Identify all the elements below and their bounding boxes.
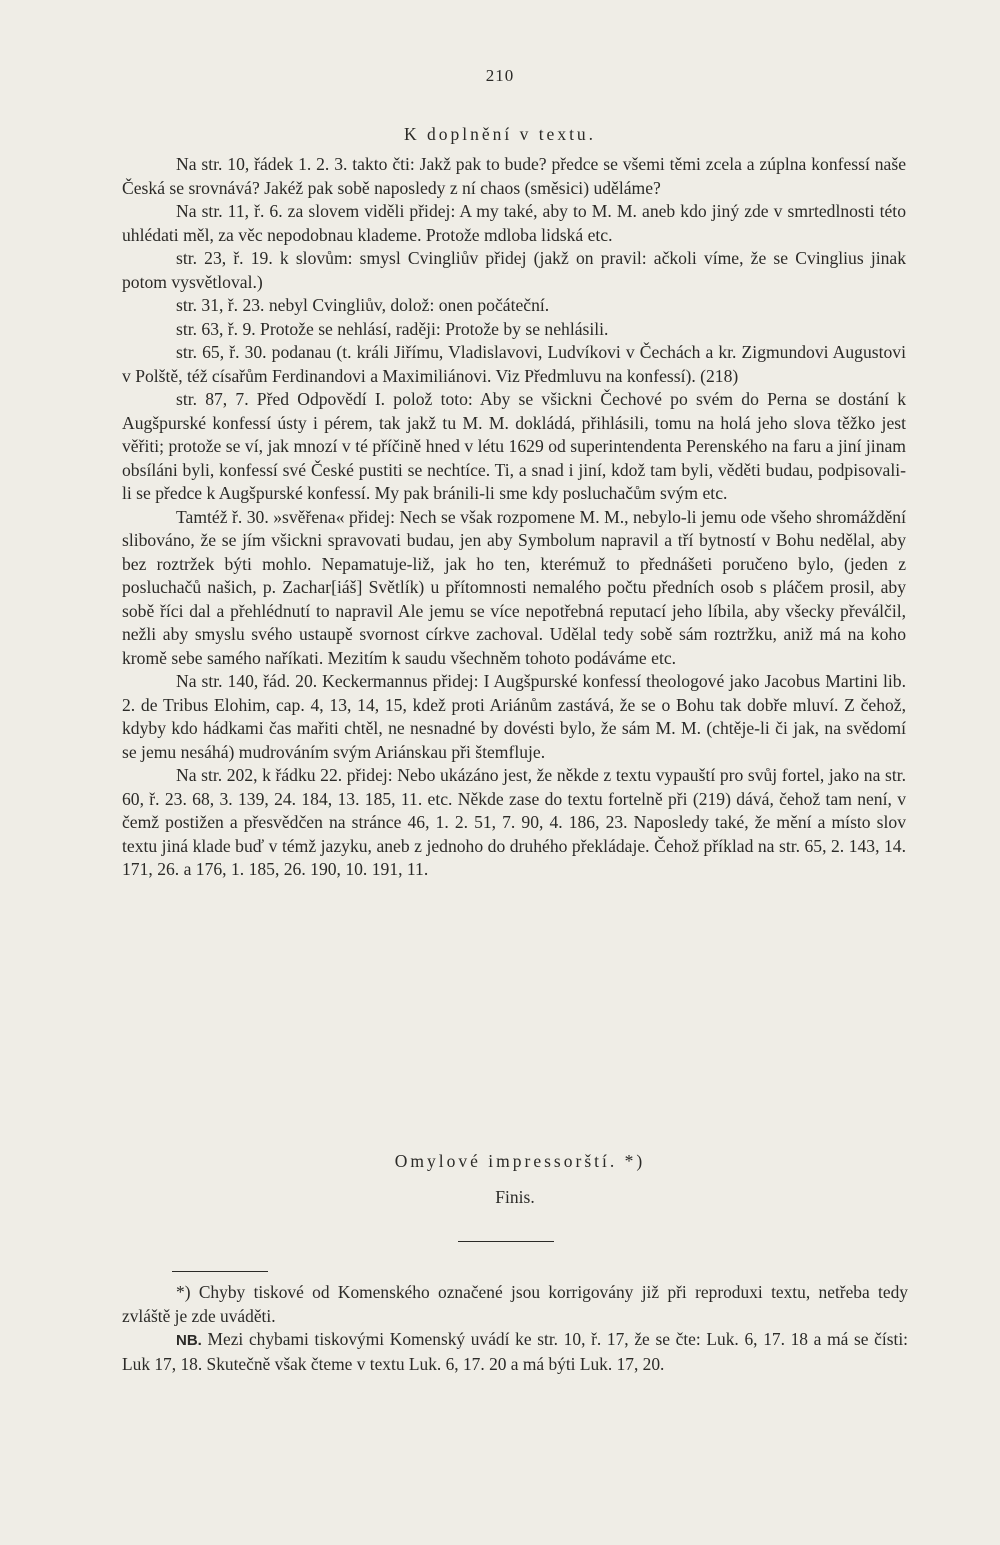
section-heading: K doplnění v textu.: [403, 124, 597, 144]
page-number: 210: [485, 66, 515, 85]
footnote-divider: [172, 1271, 268, 1272]
paragraph: Tamtéž ř. 30. »svěřena« přidej: Nech se však rozpomene M. M., nebylo-li jemu ode všeho shromáždění slibováno, že se jím všickni spravovati budau, jen aby Symbolum napravil a tří bytností v Bohu nedělal, aby bez roztržek býti mohlo. Nepamatuje-liž, jak ho ten, kterémuž to přednášeti poručeno bylo, (jeden z posluchačů našich, p. Zachar[iáš] Světlík) u přítomnosti nemalého počtu předních osob s pláčem prosil, aby sobě říci dal a přehlédnutí to napravil Ale jemu se více nepotřebná reputací jeho líbila, aby všecky převálčil, nežli aby smyslu svého ustaupě svornost církve zachoval. Udělal tedy sobě sám roztržku, aniž má na koho kromě sebe samého naříkati. Mezitím k saudu všechněm tohoto podáváme etc.: [122, 506, 906, 668]
paragraph: Na str. 10, řádek 1. 2. 3. takto čti: Jakž pak to bude? předce se všemi těmi zcela a zúplna konfessí naše Česká se srovnává? Jakéž pak sobě naposledy z ní chaos (směsici) uděláme?: [122, 154, 906, 198]
addenda-body: [122, 153, 906, 882]
finis-label: Finis.: [495, 1187, 535, 1207]
paragraph: str. 63, ř. 9. Protože se nehlásí, raději: Protože by se nehlásili.: [176, 318, 609, 339]
paragraph: str. 65, ř. 30. podanau (t. králi Jiřímu, Vladislavovi, Ludvíkovi v Čechách a kr. Zigmundovi Augustovi v Polště, též císařům Ferdinandovi a Maximiliánovi. Viz Předmluvu na konfessí). (218): [122, 342, 906, 386]
errata-heading: Omylové impressorští. *): [394, 1151, 646, 1171]
paragraph: str. 31, ř. 23. nebyl Cvingliův, dolož: onen počáteční.: [176, 295, 550, 315]
paragraph: str. 23, ř. 19. k slovům: smysl Cvingliův přidej (jakž on pravil: ačkoli víme, že se Cvinglius jinak potom vysvětloval.): [122, 248, 906, 292]
center-divider: [458, 1241, 554, 1242]
footnote-nb-text: Mezi chybami tiskovými Komenský uvádí ke str. 10, ř. 17, že se čte: Luk. 6, 17. 18 a má se čísti: Luk 17, 18. Skutečně však čteme v textu Luk. 6, 17. 20 a má býti Luk. 17, 20.: [122, 1329, 908, 1374]
paragraph: Na str. 11, ř. 6. za slovem viděli přidej: A my také, aby to M. M. aneb kdo jiný zde v smrtedlnosti této uhlédati měl, za věc nepodobnau klademe. Protože mdloba lidská etc.: [122, 201, 906, 245]
nb-label: NB.: [176, 1332, 202, 1349]
footnotes: [122, 1281, 908, 1376]
footnote: *) Chyby tiskové od Komenského označené jsou korrigovány již při reproduxi textu, netřeba tedy zvláště je zde uváděti.: [122, 1282, 908, 1326]
paragraph: Na str. 202, k řádku 22. přidej: Nebo ukázáno jest, že někde z textu vypauští pro svůj fortel, jako na str. 60, ř. 23. 68, 3. 139, 24. 184, 13. 185, 11. etc. Někde zase do textu fortelně při (219) dává, čehož tam není, v čemž postižen a přesvědčen na stránce 46, 1. 2. 51, 7. 90, 4. 186, 23. Naposledy také, že mění a místo slov textu jiná klade buď v témž jazyku, aneb z jednoho do druhého překládaje. Čehož příklad na str. 65, 2. 143, 14. 171, 26. a 176, 1. 185, 26. 190, 10. 191, 11.: [122, 765, 906, 879]
paragraph: str. 87, 7. Před Odpovědí I. polož toto: Aby se všickni Čechové po svém do Perna se dostání k Augšpurské konfessí ústy i pérem, tak jakž tu M. M. dokládá, přihlásili, tomu na holá jeho slova těžko jest věřiti; protože se ví, jak mnozí v té příčině hned v létu 1629 od superintendenta Perenského na faru a jiní jinam obsíláni byli, konfessí své České pustiti se nechtíce. Ti, a snad i jiní, kdož tam byli, věděti budau, podpisovali-li se předce k Augšpurské konfessí. My pak bránili-li sme kdy posluchačům svým etc.: [122, 389, 906, 503]
paragraph: Na str. 140, řád. 20. Keckermannus přidej: I Augšpurské konfessí theologové jako Jacobus Martini lib. 2. de Tribus Elohim, cap. 4, 13, 14, 15, kdež proti Ariánům zastává, že se o Bohu tak dobře mluví. Z čehož, kdyby kdo hádkami čas mařiti chtěl, ne nesnadné by dovésti bylo, že sám M. M. (chtěje-li či jak, na svědomí se jemu nesáhá) mudrováním svým Ariánskau při štemfluje.: [122, 671, 906, 762]
footnote-nb: [122, 1328, 908, 1376]
